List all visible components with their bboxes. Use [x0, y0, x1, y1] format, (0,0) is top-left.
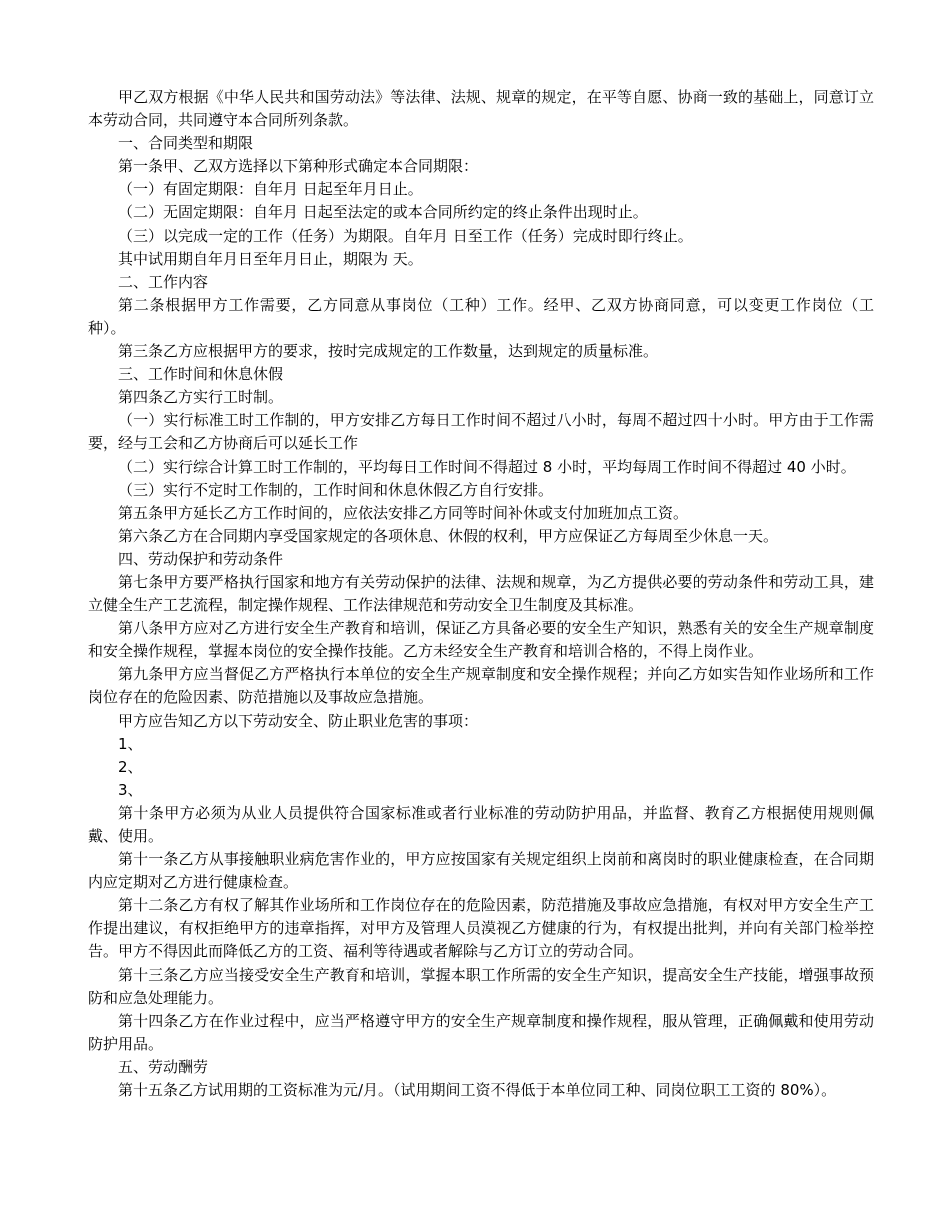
article-15: 第十五条乙方试用期的工资标准为元/月。（试用期间工资不得低于本单位同工种、同岗位职工工资的 80%）。 [118, 1081, 837, 1100]
section-heading-remuneration: 五、劳动酬劳 [118, 1057, 209, 1076]
article-10: 第十条甲方必须为从业人员提供符合国家标准或者行业标准的劳动防护用品，并监督、教育乙方根据使用规则佩戴、使用。 [88, 803, 874, 845]
hazard-item-2: 2、 [118, 757, 143, 776]
document-page [88, 86, 874, 1102]
article-4-item-1: （一）实行标准工时工作制的，甲方安排乙方每日工作时间不超过八小时，每周不超过四十小时。甲方由于工作需要，经与工会和乙方协商后可以延长工作 [88, 411, 874, 453]
paragraph-preamble: 甲乙双方根据《中华人民共和国劳动法》等法律、法规、规章的规定，在平等自愿、协商一致的基础上，同意订立本劳动合同，共同遵守本合同所列条款。 [88, 88, 874, 130]
hazard-item-3: 3、 [118, 780, 143, 799]
article-1: 第一条甲、乙双方选择以下第种形式确定本合同期限： [118, 157, 479, 176]
hazard-item-1: 1、 [118, 734, 143, 753]
article-11: 第十一条乙方从事接触职业病危害作业的，甲方应按国家有关规定组织上岗前和离岗时的职业健康检查，在合同期内应定期对乙方进行健康检查。 [88, 850, 874, 892]
article-4: 第四条乙方实行工时制。 [118, 388, 284, 407]
article-3: 第三条乙方应根据甲方的要求，按时完成规定的工作数量，达到规定的质量标准。 [118, 342, 659, 361]
article-6: 第六条乙方在合同期内享受国家规定的各项休息、休假的权利，甲方应保证乙方每周至少休息一天。 [118, 526, 779, 545]
probation-period: 其中试用期自年月日至年月日止，期限为 天。 [118, 249, 423, 268]
article-1-item-2: （二）无固定期限：自年月 日起至法定的或本合同所约定的终止条件出现时止。 [118, 203, 648, 222]
article-13: 第十三条乙方应当接受安全生产教育和培训，掌握本职工作所需的安全生产知识，提高安全生产技能，增强事故预防和应急处理能力。 [88, 965, 874, 1007]
section-heading-work-content: 二、工作内容 [118, 272, 209, 291]
article-12: 第十二条乙方有权了解其作业场所和工作岗位存在的危险因素，防范措施及事故应急措施，有权对甲方安全生产工作提出建议，有权拒绝甲方的违章指挥，对甲方及管理人员漠视乙方健康的行为，有权提出批判，并向有关部门检举控告。甲方不得因此而降低乙方的工资、福利等待遇或者解除与乙方订立的劳动合同。 [88, 896, 874, 961]
article-4-item-2: （二）实行综合计算工时工作制的，平均每日工作时间不得超过 8 小时，平均每周工作时间不得超过 40 小时。 [118, 457, 856, 476]
section-heading-contract-type: 一、合同类型和期限 [118, 134, 254, 153]
article-14: 第十四条乙方在作业过程中，应当严格遵守甲方的安全生产规章制度和操作规程，服从管理，正确佩戴和使用劳动防护用品。 [88, 1011, 874, 1053]
section-heading-labor-protection: 四、劳动保护和劳动条件 [118, 549, 284, 568]
article-1-item-1: （一）有固定期限：自年月 日起至年月日止。 [118, 180, 423, 199]
hazard-notice-intro: 甲方应告知乙方以下劳动安全、防止职业危害的事项： [118, 711, 479, 730]
article-2: 第二条根据甲方工作需要，乙方同意从事岗位（工种）工作。经甲、乙双方协商同意，可以变更工作岗位（工种）。 [88, 295, 874, 337]
article-7: 第七条甲方要严格执行国家和地方有关劳动保护的法律、法规和规章，为乙方提供必要的劳动条件和劳动工具，建立健全生产工艺流程，制定操作规程、工作法律规范和劳动安全卫生制度及其标准。 [88, 572, 874, 615]
article-5: 第五条甲方延长乙方工作时间的，应依法安排乙方同等时间补休或支付加班加点工资。 [118, 503, 689, 522]
article-9: 第九条甲方应当督促乙方严格执行本单位的安全生产规章制度和安全操作规程；并向乙方如实告知作业场所和工作岗位存在的危险因素、防范措施以及事故应急措施。 [88, 665, 874, 707]
article-4-item-3: （三）实行不定时工作制的，工作时间和休息休假乙方自行安排。 [118, 480, 554, 499]
article-1-item-3: （三）以完成一定的工作（任务）为期限。自年月 日至工作（任务）完成时即行终止。 [118, 226, 693, 245]
article-8: 第八条甲方应对乙方进行安全生产教育和培训，保证乙方具备必要的安全生产知识，熟悉有关的安全生产规章制度和安全操作规程，掌握本岗位的安全操作技能。乙方未经安全生产教育和培训合格的，不得上岗作业。 [88, 619, 874, 661]
section-heading-working-hours: 三、工作时间和休息休假 [118, 365, 284, 384]
